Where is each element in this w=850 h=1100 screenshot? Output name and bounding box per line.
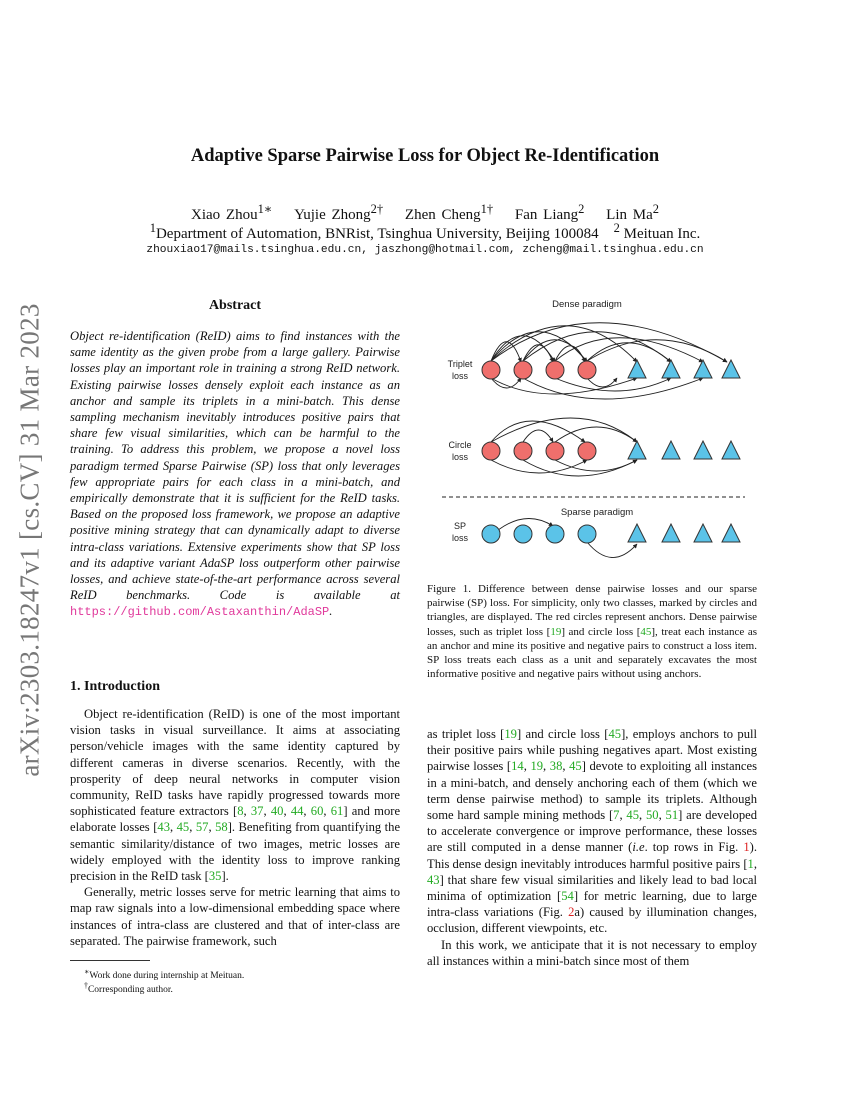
sp-circle-node [546,525,564,543]
author-emails: zhouxiao17@mails.tsinghua.edu.cn, jaszhong@hotmail.com, zcheng@mail.tsinghua.edu.cn [146,244,704,256]
text-run: ] that share few visual similarities and likely lead to bad local minima of optimization [ [427,872,757,904]
section-heading-introduction: 1. Introduction [70,679,160,694]
text-run: a) caused by illumination changes, occlusion, different viewpoints, etc. [427,905,757,936]
text-run: Object re-identification (ReID) is one of the most important vision tasks in visual surveillance. It aims at associating person/vehicle images with the same identity captured by different cameras in diverse scenarios. Recently, with the prosperity of deep neural networks in computer vision community, ReID tasks have rapidly progressed towards more sophisticated feature extractors [ [70,707,400,819]
citation-link[interactable]: 45 [176,820,190,835]
citation-link[interactable]: 50 [645,808,659,823]
citation-link[interactable]: 43 [157,820,170,835]
citation-link[interactable]: 43 [427,872,440,887]
figure-ref-link[interactable]: 2 [568,905,575,920]
sp-circle-node [482,525,500,543]
citation-link[interactable]: 58 [215,820,228,835]
circle-triangle-node [662,441,680,459]
sp-triangle-node [662,524,680,542]
citation-link[interactable]: 44 [290,804,304,819]
citation-link[interactable]: 37 [250,804,264,819]
paragraph [70,706,400,884]
citation-link[interactable]: 45 [640,625,652,638]
text-run: In this work, we anticipate that it is not necessary to employ all instances within a mini-batch since most of them [427,937,757,968]
citation-link[interactable]: 1 [747,856,754,871]
circle-loss-label: loss [451,452,469,462]
text-run: , [303,804,311,819]
text-run: , [523,759,531,774]
triplet-circle-node [514,361,532,379]
code-link[interactable]: https://github.com/Astaxanthin/AdaSP [70,605,330,620]
circle-loss-label: Circle [448,440,472,450]
citation-link[interactable]: 54 [561,889,574,904]
footnote: †Corresponding author. [84,981,173,996]
circle-arcs [491,418,637,476]
right-column-body [427,726,757,969]
author: Fan Liang$^2$ [514,202,585,223]
triplet-circle-node [546,361,564,379]
text-run: ]. Benefiting from quantifying the semantic similarity/distance of two images, metric losses are widely employed with the identity loss to improve ranking precision in the ReID task [ [70,820,401,884]
citation-link[interactable]: 35 [208,869,222,884]
sparse-paradigm-label: Sparse paradigm [560,507,634,518]
circle-circle-node [514,442,532,460]
triplet-circle-node [482,361,500,379]
paragraph [427,726,757,937]
sp-circle-node [578,525,596,543]
citation-link[interactable]: 19 [504,727,517,741]
citation-link[interactable]: 19 [530,759,544,774]
text-run: , [639,808,646,823]
circle-circle-node [578,442,596,460]
text-run: ). This dense design inevitably introduces harmful positive pairs [ [427,840,757,871]
sp-circle-node [514,525,532,543]
triplet-arcs [491,323,727,399]
sp-arcs [491,518,637,557]
text-run: , [243,804,251,819]
text-run: , [208,820,216,835]
abstract-heading: Abstract [208,298,262,313]
text-run: . top rows in Fig. [644,840,744,855]
sp-loss-label: SP [453,521,467,531]
dense-paradigm-label: Dense paradigm [552,299,622,310]
circle-circle-node [482,442,500,460]
caption-text: Figure 1. Difference between dense pairwise losses and our sparse pairwise (SP) loss. For simplicity, only two classes, marked by circles and triangles, are displayed. The red circles represent anchors. Dense pairwise losses, such as triplet loss [ [427,583,757,638]
citation-link[interactable]: 14 [511,759,524,774]
triplet-loss-label: loss [451,371,469,381]
sp-triangle-node [694,524,712,542]
circle-triangle-node [694,441,712,459]
circle-circle-node [546,442,564,460]
figure-1-caption [427,582,757,681]
text-run: ]. [221,869,229,884]
circle-triangle-node [722,441,740,459]
author: Yujie Zhong$^{2\dagger}$ [294,202,384,223]
citation-link[interactable]: 51 [665,808,679,823]
citation-link[interactable]: 45 [626,808,640,823]
text-run: ] and circle loss [ [516,727,609,741]
introduction-body [70,706,400,949]
text-run: , [169,820,177,835]
citation-link[interactable]: 8 [237,804,244,819]
citation-link[interactable]: 57 [195,820,209,835]
citation-link[interactable]: 7 [613,808,620,823]
caption-text: ] and circle loss [ [561,625,641,638]
sp-loss-label: loss [451,533,469,543]
circle-triangle-node [628,441,646,459]
text-run: , [562,759,570,774]
text-run: ] are developed to accelerate convergence or improve performance, these losses are still computed in a dense manner ( [427,808,758,855]
triplet-triangle-node [722,360,740,378]
sp-triangle-node [722,524,740,542]
sp-triangle-node [628,524,646,542]
author: Lin Ma$^2$ [606,202,659,223]
affiliations: $^1$Department of Automation, BNRist, Tsinghua University, Beijing 100084 $^2$ Meituan Inc. [149,221,701,242]
triplet-triangle-node [662,360,680,378]
triplet-loss-label: Triplet [447,359,473,369]
paragraph [427,937,757,969]
text-run: , [323,804,331,819]
triplet-triangle-node [628,360,646,378]
paragraph [70,884,400,949]
author: Xiao Zhou$^{1∗}$ [191,202,273,223]
paper-title: Adaptive Sparse Pairwise Loss for Object Re-Identification [190,146,660,166]
figure-ref-link[interactable]: 1 [743,840,750,855]
text-run: ], employs anchors to pull their positive pairs while pushing negatives apart. Most existing pairwise losses [ [427,727,757,774]
text-run: as triplet loss [ [427,727,505,741]
footnote-rule [70,960,150,961]
citation-link[interactable]: 61 [330,804,344,819]
text-run: Generally, metric losses serve for metric learning that aims to map raw signals into a low-dimensional embedding space where instances of intra-class are clustered and that of inter-class are separated. The pairwise framework, such [70,885,400,948]
text-run: , [619,808,627,823]
text-run: , [263,804,271,819]
author: Zhen Cheng$^{1\dagger}$ [404,202,494,223]
citation-link[interactable]: 19 [550,625,562,638]
triplet-triangle-node [694,360,712,378]
citation-link[interactable]: 38 [549,759,563,774]
citation-link[interactable]: 45 [569,759,582,774]
text-run: , [283,804,291,819]
text-run: ] and more elaborate losses [ [70,804,401,835]
footnote: ∗Work done during internship at Meituan. [84,967,245,982]
figure-1-diagram [427,292,757,570]
citation-link[interactable]: 60 [310,804,324,819]
text-run: ] devote to exploiting all instances in a mini-batch, and densely anchoring each of them (which we term dense pairwise method) to sample its triplets. Although some hard sample mining methods [ [427,759,758,823]
citation-link[interactable]: 40 [270,804,284,819]
arxiv-stamp: arXiv:2303.18247v1 [cs.CV] 31 Mar 2023 [14,303,45,777]
text-run: , [753,856,757,871]
abstract-body: Object re-identification (ReID) aims to find instances with the same identity as the given probe from a large gallery. Pairwise losses play an important role in training a strong ReID network. Existing pairwise losses densely exploit each instance as an anchor and sample its triplets in a mini-batch. This dense sampling mechanism inevitably introduces positive pairs that share few visual similarities, which can be harmful to the training. To address this problem, we propose a novel loss paradigm termed Sparse Pairwise (SP) loss that only leverages few appropriate pairs for each class in a mini-batch, and empirically demonstrate that it is sufficient for the ReID tasks. Based on the proposed loss framework, we propose an adaptive positive mining strategy that can dynamically adapt to diverse intra-class variations. Extensive experiments show that SP loss and its adaptive variant AdaSP loss outperform other pairwise losses, and achieve state-of-the-art performance across several ReID benchmarks. Code is available at https://github.com/Astaxanthin/AdaSP. [70,329,400,620]
text-run: , [658,808,666,823]
triplet-circle-node [578,361,596,379]
italic-text: i.e [632,840,645,855]
citation-link[interactable]: 45 [608,727,622,741]
caption-text: ], treat each instance as an anchor and mine its positive and negative pairs to construct a loss item. SP loss treats each class as a unit and separately excavates the most informative positive and negative pairs without using anchors. [427,625,757,681]
text-run: , [189,820,196,835]
text-run: , [543,759,550,774]
text-run: ] for metric learning, due to large intra-class variations (Fig. [427,889,757,920]
